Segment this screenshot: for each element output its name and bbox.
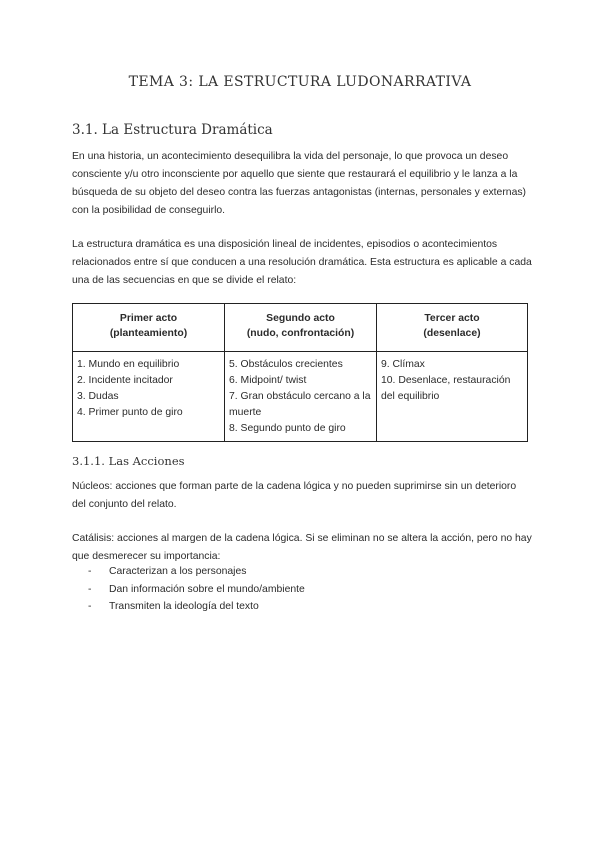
header-sublabel: (nudo, confrontación) xyxy=(246,328,355,339)
list-item xyxy=(88,563,305,581)
header-label: Primer acto xyxy=(119,313,178,324)
table-header-cell xyxy=(73,304,225,352)
bullet-dash: - xyxy=(88,583,92,595)
header-sublabel: (planteamiento) xyxy=(109,328,188,339)
table-cell-item: 8. Segundo punto de giro xyxy=(229,423,346,434)
table-cell-item: 9. Clímax xyxy=(381,359,425,370)
list-item-text: Transmiten la ideología del texto xyxy=(109,601,259,612)
paragraph-structure: La estructura dramática es una disposición lineal de incidentes, episodios o acontecimientos relacionados entre sí que conducen a una resolución dramática. Esta estructura es aplicable a cada una de las secuencias en que se divide el relato: xyxy=(72,239,532,286)
paragraph-catalisis: Catálisis: acciones al margen de la cadena lógica. Si se eliminan no se altera la acción, pero no hay que desmerecer su importancia: xyxy=(72,533,532,562)
table-cell-item: 5. Obstáculos crecientes xyxy=(229,359,343,370)
table-cell xyxy=(225,352,377,442)
page-title: TEMA 3: LA ESTRUCTURA LUDONARRATIVA xyxy=(128,74,472,90)
table-cell-item: 1. Mundo en equilibrio xyxy=(77,359,180,370)
bullet-dash: - xyxy=(88,601,92,612)
header-label: Tercer acto xyxy=(424,313,480,324)
header-label: Segundo acto xyxy=(266,313,335,324)
table-cell-item: 2. Incidente incitador xyxy=(77,375,173,386)
table-cell xyxy=(377,352,528,442)
table-header-cell xyxy=(377,304,528,352)
bullet-dash: - xyxy=(88,566,92,577)
subsection-heading: 3.1.1. Las Acciones xyxy=(72,454,185,468)
table-header-row xyxy=(73,304,528,352)
table-row xyxy=(73,352,528,442)
header-sublabel: (desenlace) xyxy=(423,328,481,339)
list-item-text: Dan información sobre el mundo/ambiente xyxy=(109,583,305,595)
paragraph-intro: En una historia, un acontecimiento desequilibra la vida del personaje, lo que provoca un deseo consciente y/u otro inconsciente por aquello que siente que restaurará el equilibrio y le lanza a la búsqueda de su objeto del deseo contra las fuerzas antagonistas (internas, personales y externas) con la posibilidad de conseguirlo. xyxy=(72,151,527,216)
table-cell-item: 10. Desenlace, restauración del equilibrio xyxy=(381,375,511,402)
table-cell-item: 4. Primer punto de giro xyxy=(77,407,183,418)
table-cell-item: 3. Dudas xyxy=(77,391,119,402)
acts-table xyxy=(72,303,528,442)
section-heading: 3.1. La Estructura Dramática xyxy=(72,122,273,138)
list-item xyxy=(88,598,305,616)
catalisis-list xyxy=(88,563,305,616)
list-item-text: Caracterizan a los personajes xyxy=(109,566,247,577)
table-cell-item: 7. Gran obstáculo cercano a la muerte xyxy=(229,391,371,418)
table-cell-item: 6. Midpoint/ twist xyxy=(229,375,307,386)
table-cell xyxy=(73,352,225,442)
table-header-cell xyxy=(225,304,377,352)
list-item xyxy=(88,581,305,599)
paragraph-nucleos: Núcleos: acciones que forman parte de la cadena lógica y no pueden suprimirse sin un deterioro del conjunto del relato. xyxy=(72,481,517,510)
